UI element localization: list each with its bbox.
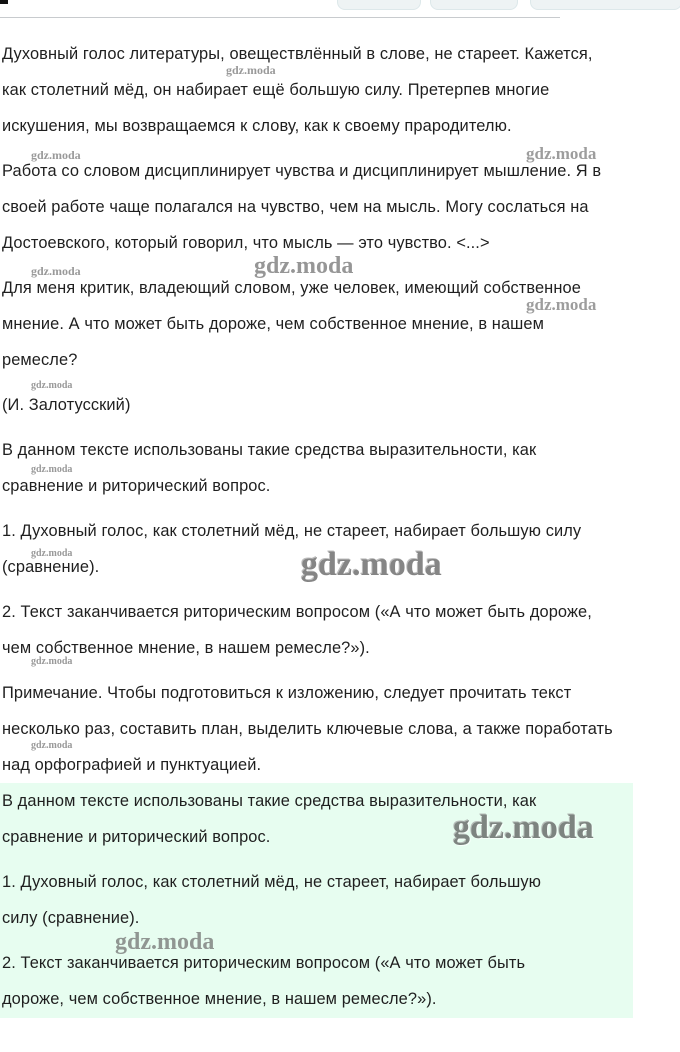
watermark: gdz.moda — [453, 809, 594, 846]
note-line: над орфографией и пунктуацией. — [2, 756, 262, 774]
watermark: gdz.moda — [226, 63, 276, 77]
highlighted-answer-line: 2. Текст заканчивается риторическим вопросом («А что может быть — [2, 954, 526, 972]
text-line: искушения, мы возвращаемся к слову, как к своему прародителю. — [2, 117, 512, 135]
watermark: gdz.moda — [526, 144, 597, 163]
top-tab[interactable] — [530, 0, 680, 10]
watermark: gdz.moda — [526, 295, 597, 314]
note-line: Примечание. Чтобы подготовиться к изложению, следует прочитать текст — [2, 684, 572, 702]
watermark: gdz.moda — [31, 656, 73, 667]
watermark: gdz.moda — [115, 929, 215, 955]
cut-off-text-line — [0, 17, 560, 18]
text-line: Работа со словом дисциплинирует чувства и дисциплинирует мышление. Я в — [2, 162, 602, 180]
watermark: gdz.moda — [31, 548, 73, 559]
watermark: gdz.moda — [301, 546, 442, 583]
answer-line: 2. Текст заканчивается риторическим вопросом («А что может быть дороже, — [2, 603, 592, 621]
text-line: Для меня критик, владеющий словом, уже человек, имеющий собственное — [2, 279, 581, 297]
watermark: gdz.moda — [31, 380, 73, 391]
text-line: Духовный голос литературы, овеществлённый в слове, не стареет. Кажется, — [2, 45, 593, 63]
watermark: gdz.moda — [31, 264, 81, 278]
highlighted-answer-line: сравнение и риторический вопрос. — [2, 828, 271, 846]
answer-line: (сравнение). — [2, 558, 100, 576]
highlighted-answer-line: 1. Духовный голос, как столетний мёд, не стареет, набирает большую — [2, 873, 542, 891]
answer-line: сравнение и риторический вопрос. — [2, 477, 271, 495]
author-line: (И. Залотусский) — [2, 396, 131, 414]
watermark: gdz.moda — [254, 253, 354, 279]
text-line: Достоевского, который говорил, что мысль — это чувство. <...> — [2, 234, 490, 252]
top-tab[interactable] — [430, 0, 518, 10]
top-tab[interactable] — [337, 0, 421, 10]
text-line: как столетний мёд, он набирает ещё большую силу. Претерпев многие — [2, 81, 550, 99]
answer-line: В данном тексте использованы такие средства выразительности, как — [2, 441, 537, 459]
answer-line: чем собственное мнение, в нашем ремесле?»). — [2, 639, 370, 657]
highlighted-answer-line: дороже, чем собственное мнение, в нашем ремесле?»). — [2, 990, 437, 1008]
highlighted-answer-line: В данном тексте использованы такие средства выразительности, как — [2, 792, 537, 810]
watermark: gdz.moda — [31, 740, 73, 751]
note-line: несколько раз, составить план, выделить ключевые слова, а также поработать — [2, 720, 613, 738]
top-navigation-strip — [0, 0, 680, 24]
watermark: gdz.moda — [31, 464, 73, 475]
top-dot — [0, 0, 8, 4]
highlighted-answer-line: силу (сравнение). — [2, 909, 140, 927]
text-line: ремесле? — [2, 351, 78, 369]
text-line: мнение. А что может быть дороже, чем собственное мнение, в нашем — [2, 315, 544, 333]
text-line: своей работе чаще полагался на чувство, чем на мысль. Могу сослаться на — [2, 198, 589, 216]
watermark: gdz.moda — [31, 148, 81, 162]
answer-line: 1. Духовный голос, как столетний мёд, не стареет, набирает большую силу — [2, 522, 582, 540]
